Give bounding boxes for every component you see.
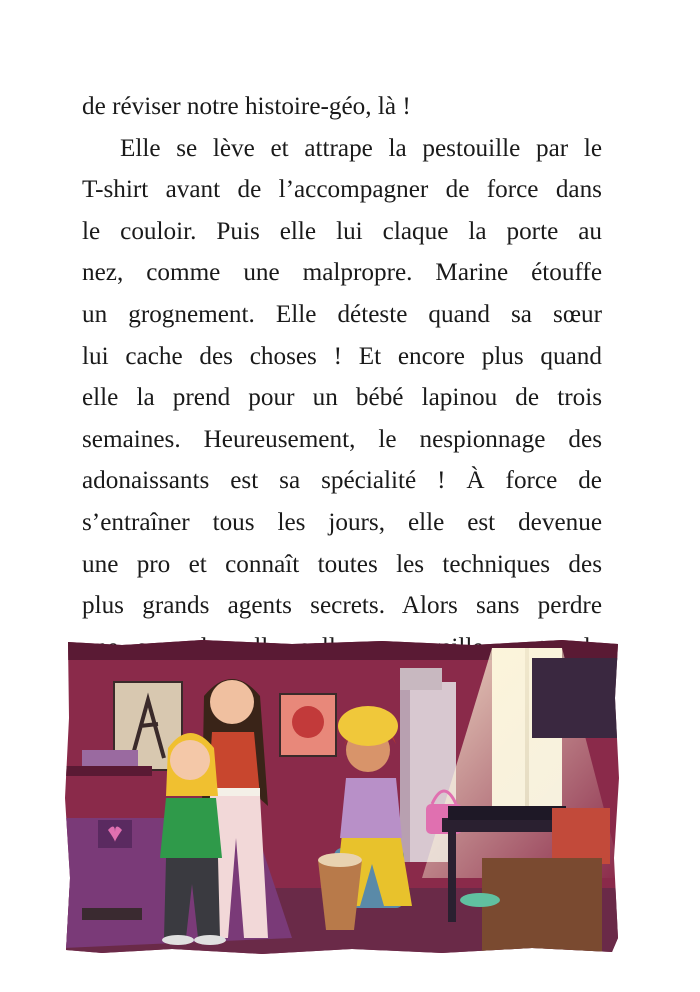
text-line: nez, comme une malpropre. Marine étouffe — [82, 259, 602, 287]
text-line: T-shirt avant de l’accompagner de force dans — [82, 176, 602, 204]
seated-girl-hat — [338, 706, 398, 746]
drawer-unit — [482, 858, 602, 956]
text-line: semaines. Heureusement, le nespionnage des — [82, 425, 602, 453]
text-line: de réviser notre histoire-géo, là ! — [82, 93, 411, 120]
text-line: lui cache des choses ! Et encore plus quand — [82, 342, 602, 370]
sneaker — [460, 893, 500, 907]
radio — [82, 750, 138, 766]
text-line: plus grands agents secrets. Alors sans perdre — [82, 592, 602, 620]
blonde-girl-top — [160, 798, 222, 858]
text-line: elle la prend pour un bébé lapinou de trois — [82, 384, 602, 412]
shelf-right — [532, 658, 622, 738]
poster-face — [292, 706, 324, 738]
text-line: adonaissants est sa spécialité ! À force de — [82, 467, 602, 495]
text-line: s’entraîner tous les jours, elle est devenue — [82, 508, 602, 536]
lamp — [400, 668, 442, 690]
desk-leg — [448, 832, 456, 922]
seated-girl-top — [340, 778, 402, 838]
standing-girl-head — [210, 680, 254, 724]
keyboard — [448, 806, 566, 820]
blonde-girl-head — [170, 740, 210, 780]
text-line: une pro et connaît toutes les techniques des — [82, 550, 602, 578]
text-line: Elle se lève et attrape la pestouille par le — [120, 134, 602, 162]
text-line: le couloir. Puis elle lui claque la porte au — [82, 217, 602, 245]
shelf — [62, 766, 152, 776]
red-basket — [552, 808, 610, 864]
books-floor — [82, 908, 142, 920]
bedroom-scene-illustration — [62, 638, 622, 956]
text-line: un grognement. Elle déteste quand sa sœur — [82, 300, 602, 328]
blonde-girl-shoes — [162, 935, 194, 945]
